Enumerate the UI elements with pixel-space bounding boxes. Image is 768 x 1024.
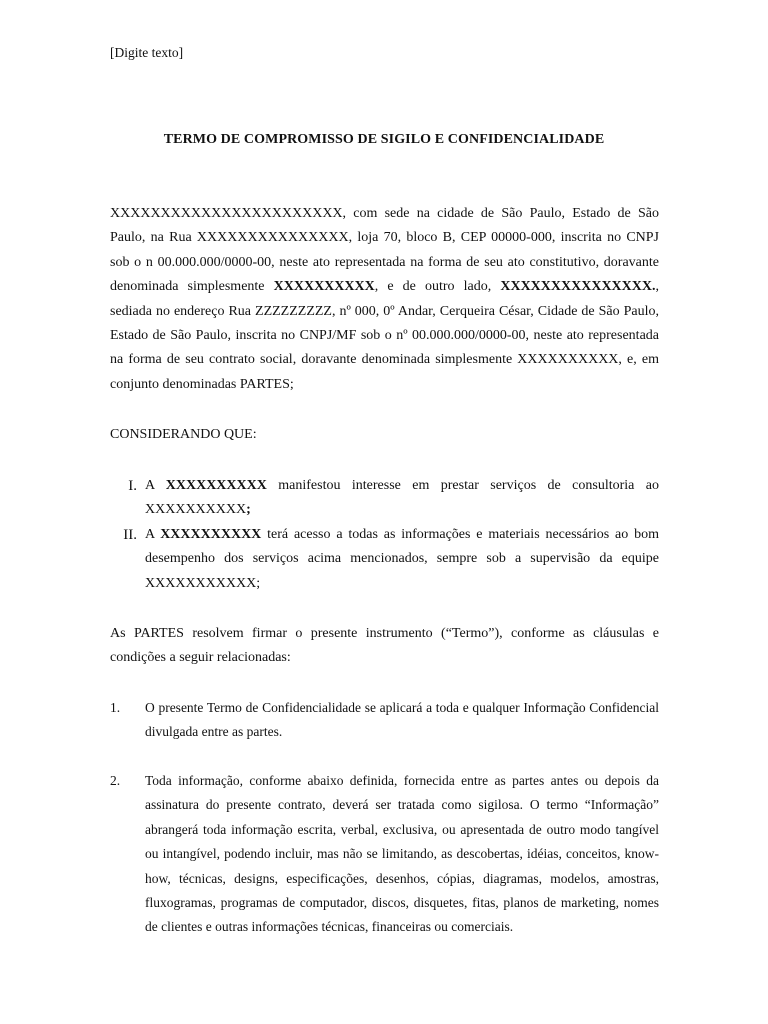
parties-paragraph	[110, 202, 659, 397]
roman-list-item	[110, 474, 659, 523]
party-name-bold: XXXXXXXXXX	[273, 279, 375, 295]
parties-text-a: XXXXXXXXXXXXXXXXXXXXXXX, com sede na cidade de São Paulo, Estado de São Paulo, na Rua XXXXXXXXXXXXXXX, loja 70, bloco B, CEP 00000-000, inscrita no CNPJ sob o n 00.000.000/0000-00, neste ato representada na forma de seu ato constitutivo, doravante denominada simplesmente	[110, 206, 659, 295]
parties-text-c: , e de outro lado,	[374, 279, 501, 295]
header-placeholder-text[interactable]: [Digite texto]	[110, 45, 184, 60]
roman-item-a: A	[145, 527, 161, 542]
document-title: TERMO DE COMPROMISSO DE SIGILO E CONFIDENCIALIDADE	[163, 132, 605, 147]
roman-item-c: manifestou interesse em prestar serviços de consultoria ao XXXXXXXXXX	[145, 478, 659, 518]
roman-item-bold: XXXXXXXXXX	[160, 527, 262, 542]
parties-text-e: , sediada no endereço Rua ZZZZZZZZZ, nº 000, 0º Andar, Cerqueira César, Cidade de São Paulo, Estado de São Paulo, inscrita no CNPJ/MF sob o nº 00.000.000/0000-00, neste ato representada na forma de seu contrato social, doravante denominada simplesmente XXXXXXXXXX, e, em conjunto denominadas PARTES;	[110, 279, 659, 392]
roman-numeral: I.	[128, 478, 137, 494]
roman-numeral: II.	[123, 527, 137, 543]
roman-item-text	[145, 474, 659, 523]
roman-item-semicolon: ;	[246, 502, 251, 518]
clause-number: 2.	[110, 773, 121, 788]
considerando-heading: CONSIDERANDO QUE:	[110, 427, 257, 442]
roman-item-c: terá acesso a todas as informações e materiais necessários ao bom desempenho dos serviços acima mencionados, sempre sob a supervisão da equipe XXXXXXXXXXX;	[145, 527, 659, 591]
roman-list-item	[110, 523, 659, 596]
clause-item	[110, 696, 659, 745]
clause-number: 1.	[110, 700, 121, 715]
roman-item-a: A	[145, 478, 166, 493]
partes-paragraph: As PARTES resolvem firmar o presente instrumento (“Termo”), conforme as cláusulas e condições a seguir relacionadas:	[110, 626, 659, 666]
clause-text: Toda informação, conforme abaixo definida, fornecida entre as partes antes ou depois da assinatura do presente contrato, deverá ser tratada como sigilosa. O termo “Informação” abrangerá toda informação escrita, verbal, exclusiva, ou apresentada de outro modo tangível ou intangível, podendo incluir, mas não se limitando, as descobertas, idéias, conceitos, know-how, técnicas, designs, especificações, desenhos, cópias, diagramas, modelos, amostras, fluxogramas, programas de computador, discos, disquetes, fitas, planos de marketing, nomes de clientes e outras informações técnicas, financeiras ou comerciais.	[145, 773, 659, 935]
roman-item-text	[145, 523, 659, 596]
second-party-name-bold: XXXXXXXXXXXXXXX.	[500, 279, 656, 295]
clause-text: O presente Termo de Confidencialidade se aplicará a toda e qualquer Informação Confidencial divulgada entre as partes.	[145, 700, 659, 740]
clause-item	[110, 769, 659, 940]
roman-item-bold: XXXXXXXXXX	[165, 478, 267, 493]
